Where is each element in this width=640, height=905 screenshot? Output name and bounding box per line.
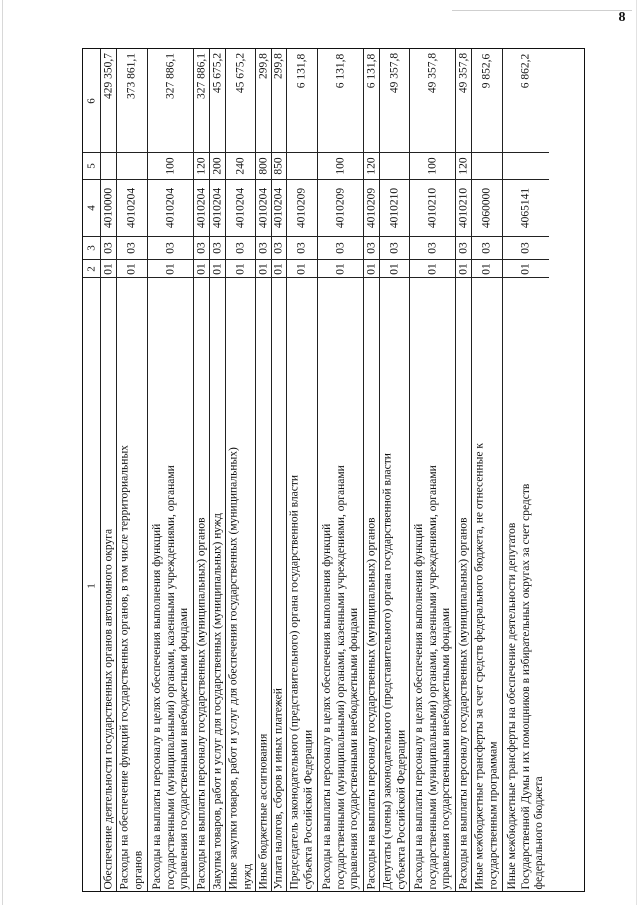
scan-edge-top (452, 10, 632, 11)
cell-value-csr: 4010209 (333, 187, 346, 229)
cell-vr (410, 152, 455, 179)
cell-value-pr: 03 (233, 242, 246, 254)
cell-pr (256, 236, 271, 259)
cell-csr (410, 179, 455, 236)
description-line: Расходы на выплаты персоналу в целях обеспечения выполнения функций (150, 523, 163, 889)
cell-desc (256, 277, 271, 893)
table-row (455, 49, 471, 891)
cell-value-pr: 03 (387, 242, 400, 254)
cell-pr (117, 236, 147, 259)
cell-csr (456, 179, 471, 236)
cell-value-csr: 4010209 (295, 187, 308, 229)
cell-value-sum: 6 862,2 (519, 53, 532, 88)
cell-pr (380, 236, 409, 259)
cell-value-vr: 120 (364, 157, 377, 175)
cell-sum (380, 49, 409, 152)
cell-csr (318, 179, 363, 236)
header-label: 4 (84, 205, 97, 211)
cell-value-sum: 6 131,8 (295, 53, 308, 88)
description-line: Председатель законодательного (представительного) органа государственной власти (288, 474, 301, 889)
header-cell-pr (83, 236, 100, 259)
cell-value-rz: 01 (333, 262, 346, 275)
row-description (289, 282, 316, 889)
cell-desc (503, 277, 549, 893)
table-row (286, 49, 317, 891)
cell-value-pr: 03 (210, 242, 223, 254)
row-description (457, 282, 471, 889)
cell-value-rz: 01 (456, 262, 469, 275)
cell-value-rz: 01 (233, 262, 246, 275)
description-line: государственными (муниципальными) органами, казенными учреждениями, органами (425, 464, 438, 889)
cell-pr (194, 236, 209, 259)
cell-rz (472, 259, 502, 277)
cell-value-csr: 4010204 (233, 187, 246, 229)
cell-vr (287, 152, 317, 179)
cell-rz (210, 259, 225, 277)
budget-table (82, 48, 585, 892)
cell-value-rz: 01 (364, 262, 377, 275)
cell-vr (380, 152, 409, 179)
cell-desc (287, 277, 317, 893)
description-line: Расходы на выплаты персоналу государственных (муниципальных) органов (194, 516, 207, 889)
table-row (471, 49, 502, 891)
header-cell-desc (83, 277, 100, 893)
table-row (502, 49, 549, 891)
cell-rz (194, 259, 209, 277)
cell-vr (194, 152, 209, 179)
cell-value-pr: 03 (333, 242, 346, 254)
table-row (363, 49, 379, 891)
row-description (195, 282, 209, 889)
cell-value-pr: 03 (163, 242, 176, 254)
cell-value-pr: 03 (425, 242, 438, 254)
description-line: Расходы на выплаты персоналу государственных (муниципальных) органов (456, 516, 469, 889)
description-line: Иные бюджетные ассигнования (256, 733, 269, 889)
cell-pr (272, 236, 286, 259)
table-row (116, 49, 147, 891)
cell-value-csr: 4010210 (387, 187, 400, 229)
cell-value-sum: 373 861,1 (125, 53, 138, 99)
cell-value-sum: 6 131,8 (333, 53, 346, 88)
cell-value-pr: 03 (125, 242, 138, 254)
cell-value-vr: 850 (272, 157, 285, 175)
cell-pr (456, 236, 471, 259)
description-line: управления государственными внебюджетными фондами (347, 607, 360, 889)
cell-value-csr: 4010210 (425, 187, 438, 229)
table-row (271, 49, 286, 891)
cell-value-csr: 4010204 (256, 187, 269, 229)
cell-rz (101, 259, 116, 277)
row-description (119, 282, 146, 889)
description-line: государственными (муниципальными) органами, казенными учреждениями, органами (163, 464, 176, 889)
cell-value-vr: 100 (425, 157, 438, 175)
description-line: нужд (240, 863, 253, 889)
cell-desc (456, 277, 471, 893)
cell-desc (194, 277, 209, 893)
cell-csr (210, 179, 225, 236)
description-line: Обеспечение деятельности государственных органов автономного округа (101, 528, 114, 889)
cell-sum (410, 49, 455, 152)
cell-rz (148, 259, 193, 277)
cell-value-sum: 299,8 (256, 53, 269, 79)
cell-sum (287, 49, 317, 152)
cell-value-rz: 01 (210, 262, 223, 275)
cell-csr (272, 179, 286, 236)
cell-csr (101, 179, 116, 236)
cell-vr (256, 152, 271, 179)
cell-sum (456, 49, 471, 152)
header-row (83, 49, 100, 891)
header-cell-rz (83, 259, 100, 277)
row-description (474, 282, 501, 889)
cell-sum (117, 49, 147, 152)
cell-csr (287, 179, 317, 236)
cell-value-csr: 4010210 (456, 187, 469, 229)
cell-value-rz: 01 (194, 262, 207, 275)
cell-csr (148, 179, 193, 236)
cell-value-pr: 03 (101, 242, 114, 254)
cell-rz (380, 259, 409, 277)
cell-value-sum: 9 852,6 (480, 53, 493, 88)
description-line: Закупка товаров, работ и услуг для государственных (муниципальных) нужд (210, 512, 223, 889)
cell-pr (472, 236, 502, 259)
table-row (225, 49, 255, 891)
cell-rz (318, 259, 363, 277)
cell-sum (256, 49, 271, 152)
cell-rz (117, 259, 147, 277)
row-description (365, 282, 379, 889)
cell-sum (272, 49, 286, 152)
cell-rz (272, 259, 286, 277)
table-row (100, 49, 116, 891)
cell-value-rz: 01 (256, 262, 269, 275)
cell-sum (194, 49, 209, 152)
row-description (257, 282, 271, 889)
header-cell-sum (83, 49, 100, 152)
cell-value-vr: 100 (163, 157, 176, 175)
cell-vr (210, 152, 225, 179)
cell-value-rz: 01 (480, 262, 493, 275)
description-line: Иные закупки товаров, работ и услуг для обеспечения государственных (муниципальных) (227, 446, 239, 889)
cell-desc (380, 277, 409, 893)
cell-value-pr: 03 (456, 242, 469, 254)
cell-desc (148, 277, 193, 893)
cell-csr (256, 179, 271, 236)
header-cell-csr (83, 179, 100, 236)
cell-value-csr: 4010000 (101, 187, 114, 229)
row-description (227, 282, 254, 889)
cell-value-rz: 01 (387, 262, 400, 275)
cell-value-vr: 800 (256, 157, 269, 175)
cell-vr (101, 152, 116, 179)
cell-value-pr: 03 (519, 242, 532, 254)
row-description (211, 282, 225, 889)
row-description (381, 282, 408, 889)
cell-sum (364, 49, 379, 152)
cell-value-pr: 03 (256, 242, 269, 254)
cell-value-rz: 01 (272, 262, 285, 275)
header-label: 5 (84, 163, 97, 169)
table-row (209, 49, 225, 891)
description-line: управления государственными внебюджетными фондами (177, 607, 190, 889)
cell-sum (226, 49, 255, 152)
cell-rz (287, 259, 317, 277)
cell-vr (226, 152, 255, 179)
description-line: Расходы на выплаты персоналу в целях обеспечения выполнения функций (320, 523, 333, 889)
cell-desc (210, 277, 225, 893)
cell-rz (503, 259, 549, 277)
cell-value-csr: 4010209 (364, 187, 377, 229)
cell-value-rz: 01 (163, 262, 176, 275)
cell-value-csr: 4010204 (210, 187, 223, 229)
cell-pr (148, 236, 193, 259)
cell-rz (410, 259, 455, 277)
row-description (412, 282, 453, 889)
description-line: государственными (муниципальными) органами, казенными учреждениями, органами (333, 464, 346, 889)
row-description (102, 282, 116, 889)
row-description (150, 282, 191, 889)
cell-value-sum: 299,8 (272, 53, 285, 79)
cell-sum (318, 49, 363, 152)
cell-vr (472, 152, 502, 179)
cell-sum (101, 49, 116, 152)
description-line: Государственной Думы и их помощников в избирательных округах за счет средств (519, 483, 532, 889)
cell-value-sum: 49 357,8 (456, 52, 469, 94)
cell-value-sum: 429 350,7 (101, 53, 114, 99)
description-line: Расходы на обеспечение функций государственных органов, в том числе территориальных (118, 444, 131, 889)
cell-vr (364, 152, 379, 179)
scan-edge-left (2, 0, 3, 905)
cell-sum (210, 49, 225, 152)
cell-value-pr: 03 (364, 242, 377, 254)
cell-vr (456, 152, 471, 179)
cell-value-vr: 120 (456, 157, 469, 175)
cell-desc (318, 277, 363, 893)
cell-sum (148, 49, 193, 152)
cell-rz (364, 259, 379, 277)
cell-value-vr: 200 (210, 157, 223, 175)
cell-desc (410, 277, 455, 893)
cell-value-csr: 4065141 (519, 187, 532, 229)
header-cell-vr (83, 152, 100, 179)
row-description (272, 282, 286, 889)
cell-value-pr: 03 (480, 242, 493, 254)
cell-value-sum: 6 131,8 (364, 53, 377, 88)
cell-sum (472, 49, 502, 152)
cell-value-pr: 03 (194, 242, 207, 254)
description-line: субъекта Российской Федерации (302, 729, 314, 889)
cell-desc (117, 277, 147, 893)
header-label: 6 (84, 97, 97, 104)
cell-csr (364, 179, 379, 236)
description-line: органов (132, 850, 144, 889)
description-line: управления государственными внебюджетными фондами (439, 607, 452, 889)
table-row (317, 49, 363, 891)
cell-value-sum: 49 357,8 (425, 52, 438, 94)
table-row (193, 49, 209, 891)
cell-value-csr: 4010204 (272, 187, 285, 229)
cell-rz (456, 259, 471, 277)
cell-value-csr: 4010204 (194, 187, 207, 229)
cell-vr (117, 152, 147, 179)
cell-value-pr: 03 (295, 242, 308, 254)
description-line: Уплата налогов, сборов и иных платежей (272, 687, 285, 889)
cell-value-csr: 4060000 (480, 187, 493, 229)
description-line: Расходы на выплаты персоналу в целях обеспечения выполнения функций (412, 523, 425, 889)
cell-pr (210, 236, 225, 259)
cell-value-vr: 240 (233, 157, 246, 175)
cell-value-sum: 327 886,1 (163, 53, 176, 99)
cell-value-vr: 100 (333, 157, 346, 175)
cell-vr (148, 152, 193, 179)
page-number: 8 (618, 10, 626, 25)
cell-value-sum: 327 886,1 (194, 53, 207, 99)
description-line: субъекта Российской Федерации (394, 729, 407, 889)
cell-vr (503, 152, 549, 179)
description-line: Расходы на выплаты персоналу государственных (муниципальных) органов (364, 516, 377, 889)
header-label: 1 (84, 582, 97, 589)
description-line: федерального бюджета (532, 775, 545, 889)
cell-pr (226, 236, 255, 259)
table-row (255, 49, 271, 891)
cell-desc (364, 277, 379, 893)
description-line: Иные межбюджетные трансферты на обеспечение деятельности депутатов (505, 522, 518, 889)
cell-value-csr: 4010204 (125, 187, 138, 229)
cell-value-rz: 01 (101, 262, 114, 275)
cell-desc (472, 277, 502, 893)
cell-pr (287, 236, 317, 259)
cell-value-sum: 49 357,8 (387, 52, 400, 94)
cell-value-rz: 01 (425, 262, 438, 275)
cell-vr (318, 152, 363, 179)
table-row (409, 49, 455, 891)
cell-pr (364, 236, 379, 259)
cell-vr (272, 152, 286, 179)
cell-value-sum: 45 675,2 (233, 52, 246, 94)
cell-csr (194, 179, 209, 236)
cell-value-vr: 120 (194, 157, 207, 175)
cell-desc (272, 277, 286, 893)
cell-value-pr: 03 (272, 242, 285, 254)
description-line: государственным программам (487, 740, 499, 889)
header-label: 2 (84, 265, 97, 272)
cell-value-rz: 01 (519, 262, 532, 275)
description-line: Депутаты (члены) законодательного (представительного) органа государственной власти (381, 452, 393, 889)
header-label: 3 (84, 245, 97, 251)
cell-value-rz: 01 (295, 262, 308, 275)
row-description (506, 282, 547, 889)
cell-csr (472, 179, 502, 236)
cell-csr (226, 179, 255, 236)
cell-rz (226, 259, 255, 277)
cell-pr (318, 236, 363, 259)
cell-csr (380, 179, 409, 236)
cell-value-csr: 4010204 (163, 187, 176, 229)
cell-csr (117, 179, 147, 236)
description-line: Иные межбюджетные трансферты за счет средств федерального бюджета, не отнесенные к (473, 442, 486, 889)
cell-pr (410, 236, 455, 259)
cell-desc (101, 277, 116, 893)
table-row (147, 49, 193, 891)
row-description (320, 282, 361, 889)
cell-value-rz: 01 (125, 262, 138, 275)
cell-csr (503, 179, 549, 236)
cell-desc (226, 277, 255, 893)
cell-rz (256, 259, 271, 277)
cell-pr (503, 236, 549, 259)
cell-pr (101, 236, 116, 259)
table-row (379, 49, 409, 891)
scan-edge-right (636, 0, 637, 905)
cell-value-sum: 45 675,2 (210, 52, 223, 94)
cell-sum (503, 49, 549, 152)
